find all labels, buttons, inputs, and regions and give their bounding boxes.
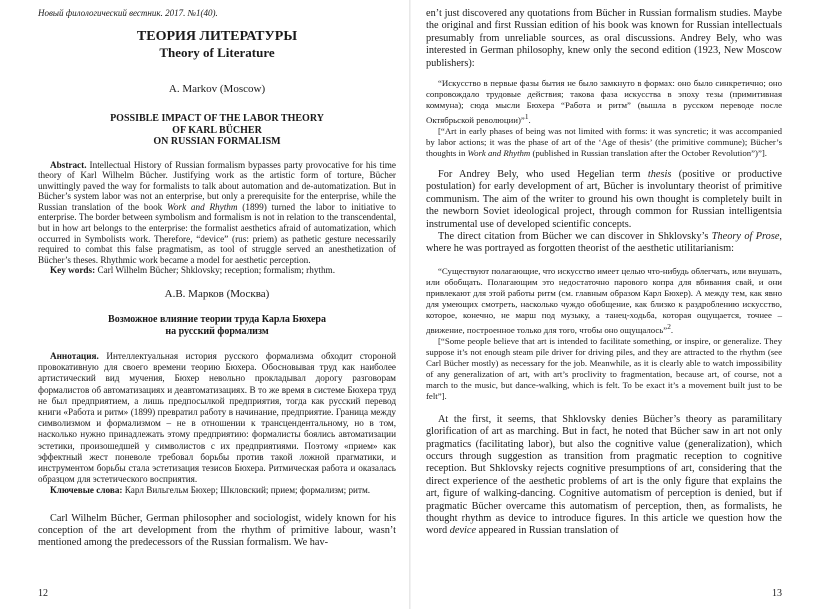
- article-title-ru-line: на русский формализм: [165, 325, 269, 337]
- author-en: A. Markov (Moscow): [168, 83, 266, 95]
- keywords-label: Key words:: [50, 265, 96, 276]
- body-text: , where he was portrayed as forgotten theorist of the aesthetic utilitarianism:: [426, 230, 782, 255]
- body-italic-term: device: [449, 525, 477, 537]
- section-subtitle: Theory of Literature: [159, 45, 275, 60]
- keywords-ru-label: Ключевые слова:: [50, 485, 123, 496]
- body-paragraph: Carl Wilhelm Bücher, German philosopher and sociologist, widely known for his conception of the art development from the rhythm of primitive labour, wasn’t mentioned among the predecessors of the Russian formalism. We hav-: [38, 512, 396, 549]
- quote-ru-text: “Искусство в первые фазы бытия не было замкнуто в формах: оно было синкретично; оно сопровождало трудовые действия; такова фаза искусства в эпоху тезы (примитивная коммуна); сюда мысли Бюхера “Работа и ритм” (вышла в русском переводе после Октябрьской революции)”: [426, 78, 782, 125]
- footnote-marker: 2: [667, 321, 671, 331]
- body-text: At the first, it seems, that Shklovsky denies Bücher’s theory as paramilitary glorification of art as marching. But in fact, he noted that Bücher saw in art not only pragmatics (facilitating labor), but also the cognitive value (generalization), which occurs through suggestion as transition from pragmatic reception to cognitive reception. But Shklovsky rejects cognitive presumptions of art, considering that the direct experience of the aesthetic problems of art is the only figure that explains the art, figure of walking-dancing. Cognitive automatism of perception is denied, but if pragmatic Bücher overcame this automatism of perception, then, as formalists, he thought rhythm as device to introduce figures. In this article we question how the word: [426, 413, 782, 537]
- body-text-right-middle: [426, 169, 782, 256]
- author-ru: А.В. Марков (Москва): [164, 288, 270, 301]
- quote-bely: [426, 78, 782, 159]
- quote-ru: [426, 266, 782, 336]
- abstract-text: Intellectual History of Russian formalism bypasses party provocative for his time theory of Karl Wilhelm Bücher. Justifying work as the artistic form of torture, Bücher unwittingly paved the way for formalists to talk about automation and de-automatization. But in Bücher’s system labor was not an enterprise, but only a prerequisite for the enterprise, while the Russian translation of the book: [38, 159, 396, 212]
- keywords-ru-text: Карл Вильгельм Бюхер; Шкловский; прием; формализм; ритм.: [122, 485, 371, 496]
- body-text: (positive or productive postulation) for early development of art, Bücher is involuntary theorist of primitive communism. The aim of the writer to ground his own thought is completely built in the newborn Soviet ideological project, through common for Russian intelligentsia instrumental use of developed scientific concepts.: [426, 168, 782, 230]
- body-text: For Andrey Bely, who used Hegelian term: [438, 168, 648, 180]
- quote-ru: [426, 78, 782, 126]
- keywords-paragraph: [38, 265, 396, 276]
- abstract-ru: [38, 351, 396, 497]
- article-title-en-line: OF KARL BÜCHER: [172, 124, 262, 136]
- annotation-paragraph: [38, 351, 396, 485]
- body-book-title: Theory of Prose: [711, 230, 780, 242]
- quote-en: [426, 126, 782, 159]
- annotation-text: Интеллектуальная история русского формализма обходит стороной провокативную для своего времени теорию Бюхера. Обосновывая труд как наиболее артистический вид мучения, Бюхер невольно прокладывал дорогу разговорам формалистов об автоматизациях и деавтоматизациях. В то же время в системе Бюхера труд не был предприятием, а лишь предпосылкой предприятия, тогда как русский перевод книги «Работа и ритм» (1899) превратил работу в начинание, предприятие. Граница между символизмом и формализмом – не в отношении к трансцендентальному, но в том, насколько нужно принадлежать этому предприятию: формалисты боялись автоматизации эстетики, произошедшей у символистов с их предприятиями. Поэтому «прием» как эффектный жест поневоле требовал борьбы против такой ложной прагматики, и инструментом борьбы стала эстетизация тезисов Бюхера. Ритмическая работа и оказалась образцом для эстетического восприятия.: [38, 351, 396, 485]
- abstract-en: [38, 160, 396, 277]
- quote-en: [“Some people believe that art is intended to facilitate something, or inspire, or generalize. They suppose it’s not enough steam pile driver for driving piles, and they are attracted to the rhythm (see Carl Bücher mostly) as necessary for the job. Meanwhile, as it is clearly able to watch impossibility of any generalization of art, with art’s proclivity to fragmentation, because art, of course, not a march to the music, but dance-walking, which is felt. To be exact it’s a movement built just to be felt”].: [426, 335, 782, 401]
- abstract-book-title: Work and Rhythm: [167, 201, 238, 212]
- section-title: ТЕОРИЯ ЛИТЕРАТУРЫ: [136, 29, 298, 44]
- body-text-right-top: [426, 8, 782, 70]
- abstract-label: Abstract.: [50, 159, 87, 170]
- article-title-en: [38, 113, 396, 148]
- footnote-marker: 1: [524, 112, 529, 122]
- quote-shklovsky: [426, 266, 782, 402]
- quote-en-book-title: Work and Rhythm: [467, 147, 531, 158]
- body-paragraph: en’t just discovered any quotations from Bücher in Russian formalism studies. Maybe the original and first Russian edition of his book was known for Russian intellectuals presumably from unreliable sources, as oral discussions. Andrey Bely, who was interested in German philosophy, knew only the second edition (1923, New Moscow publishers):: [426, 8, 782, 69]
- body-text-right-bottom: [426, 414, 782, 538]
- journal-header: Новый филологический вестник. 2017. №1(40).: [38, 8, 218, 18]
- quote-ru-end: .: [670, 324, 674, 335]
- body-paragraph: [426, 169, 782, 231]
- article-title-en-line: POSSIBLE IMPACT OF THE LABOR THEORY: [110, 113, 324, 124]
- quote-ru-end: .: [528, 114, 531, 125]
- body-paragraph: [426, 414, 782, 538]
- article-title-ru-line: Возможное влияние теории труда Карла Бюхера: [108, 314, 326, 326]
- keywords-ru-paragraph: [38, 485, 396, 496]
- article-title-en-line: ON RUSSIAN FORMALISM: [153, 136, 281, 147]
- keywords-text: Carl Wilhelm Bücher; Shklovsky; reception; formalism; rhythm.: [95, 265, 336, 276]
- abstract-text-2: (1899) turned the labor to initiative to enterprise. The border between symbolism and formalism is not in relation to the transcendental, but in how art belongs to the enterprise: the formalist aesthetics afraid of automatization, which occurred in Symbolists work. Therefore, “device” (rus: priem) as pathetic gesture necessarily required to combat this false pragmatism, as tool of struggle served an anesthetization of Bücher’s theses. Rhythmic work became a model for aesthetic perception.: [38, 201, 396, 265]
- quote-en-text: [“Art in early phases of being was not limited with forms: it was syncretic; it was accompanied by labor actions; it was the phase of art of the ‘Age of thesis’ (the primitive commune); Bücher’s thoughts in: [426, 125, 782, 158]
- right-page: [410, 0, 820, 609]
- body-text: appeared in Russian translation of: [476, 525, 619, 537]
- article-title-ru: [38, 314, 396, 337]
- quote-ru-text: “Существуют полагающие, что искусство имеет целью что-нибудь облегчать, или внушать, или обобщать. Полагающим это недостаточно парового копра для вбивания свай, и они привлекают для этой работы ритм (см. главным образом Карл Бюхер). А между тем, как явно для умеющих смотреть, насколько чуждо обобщение, как близко к раздроблению искусство, которое, конечно, не марш под музыку, а танец-ходьба, которая ощущается, точнее – движение, построенное только для того, чтобы оно ощущалось”: [426, 265, 782, 335]
- quote-en-text-2: (published in Russian translation after the October Revolution”)”].: [530, 147, 767, 158]
- body-text: The direct citation from Bücher we can discover in Shklovsky’s: [438, 230, 712, 242]
- body-paragraph: [426, 231, 782, 256]
- abstract-paragraph: [38, 160, 396, 266]
- body-text-left: [38, 513, 396, 550]
- body-italic-term: thesis: [647, 168, 672, 180]
- page-number-right: 13: [772, 588, 782, 599]
- page-number-left: 12: [38, 588, 48, 599]
- annotation-label: Аннотация.: [50, 351, 99, 362]
